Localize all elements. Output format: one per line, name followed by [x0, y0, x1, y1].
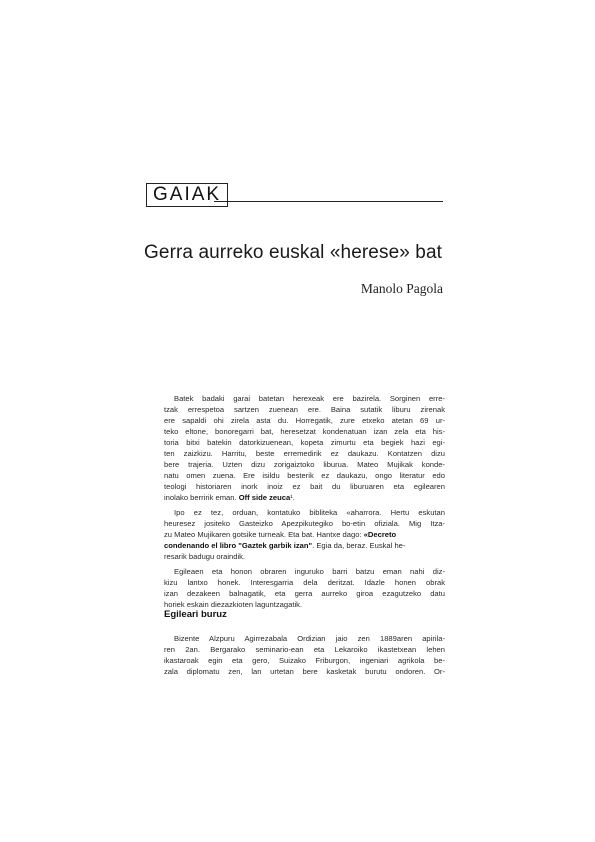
text-line: ere sapaldi ohi zirela asta du. Horregatik, zure etxeko atetan 69 ur-	[164, 416, 445, 425]
article-author: Manolo Pagola	[360, 281, 443, 296]
text-line: natu omen zuena. Ere isildu besterik ez daukazu, ongo literatur edo	[164, 471, 445, 480]
paragraph-1	[164, 393, 445, 503]
emphasis: Off side zeuca	[238, 493, 291, 502]
text-line: teologi historiaren inork inoiz ez bait du liburuaren eta egilearen	[164, 482, 445, 491]
subsection-body	[164, 633, 445, 677]
article-body	[164, 393, 445, 610]
text-line: heuresez jositeko Gasteizko Apezpikutegiko bo-etin ofiziala. Mig Itza-	[164, 519, 445, 528]
text-line	[164, 540, 445, 551]
text-line: bere trajeria. Uzten dizu zorigaiztoko liburua. Mateo Mujikak konde-	[164, 460, 445, 469]
text-run: . Egia da, beraz. Euskal he-	[312, 541, 406, 550]
emphasis: «Decreto	[363, 530, 397, 539]
text-line	[164, 529, 445, 540]
section-rule	[214, 201, 443, 202]
text-line: zala diplomatu zen, lan urtetan bere kasketak burutu ondoren. Or-	[164, 667, 445, 676]
text-run: inolako berririk eman.	[164, 493, 237, 502]
section-tag: GAIAK	[146, 183, 228, 207]
text-line: tzak errespetoa sartzen zuenean ere. Baina sutatik liburu zirenak	[164, 405, 445, 414]
text-line: izan dezakeen balnagatik, eta gerra aurreko giroa ezagutzeko datu	[164, 589, 445, 598]
text-line: ten zaizkizu. Harritu, beste erremedirik ez daukazu. Kontatzen dizu	[164, 449, 445, 458]
paragraph-2	[164, 507, 445, 562]
text-line: kizu lantxo honek. Interesgarria dela deritzat. Idazle honen obrak	[164, 578, 445, 587]
text-line	[164, 492, 445, 503]
emphasis: condenando el libro "Gaztek garbik izan"	[164, 541, 313, 550]
text-line: Egileaen eta honon obraren inguruko barri batzu eman nahi diz-	[174, 567, 445, 576]
text-line: horiek eskain diezazkioten laguntzagatik.	[164, 600, 303, 609]
text-run: zu Mateo Mujikaren gotsike turneak. Eta bat. Hantxe dago:	[164, 530, 362, 539]
text-line: teko eltone, bonoregarri bat, heresetzat kondenatuan izan zela eta his-	[164, 427, 445, 436]
text-line: Ipo ez tez, orduan, kontatuko bibliteka «aharrora. Hertu eskutan	[174, 508, 445, 517]
article-title: Gerra aurreko euskal «herese» bat	[144, 242, 442, 263]
text-line: ren 2an. Bergarako seminario-ean eta Lekaroiko ikastetxean lehen	[164, 645, 445, 654]
paragraph-3	[164, 566, 445, 610]
text-line: ikastaroak egin eta gero, Suizako Friburgon, ingeniari agrikola be-	[164, 656, 445, 665]
footnote-ref: ¹.	[290, 493, 295, 502]
text-line: toria bitxi batekin datorkizuenean, kopeta zimurtu eta begiek hazi egi-	[164, 438, 445, 447]
text-line: Batek badaki garai batetan herexeak ere bazirela. Sorginen erre-	[174, 394, 445, 403]
text-line: resarik badugu oraindik.	[164, 552, 246, 561]
subsection-heading: Egileari buruz	[164, 609, 227, 620]
text-line: Bizente Alzpuru Agirrezabala Ordizian jaio zen 1889aren apirila-	[174, 634, 445, 643]
